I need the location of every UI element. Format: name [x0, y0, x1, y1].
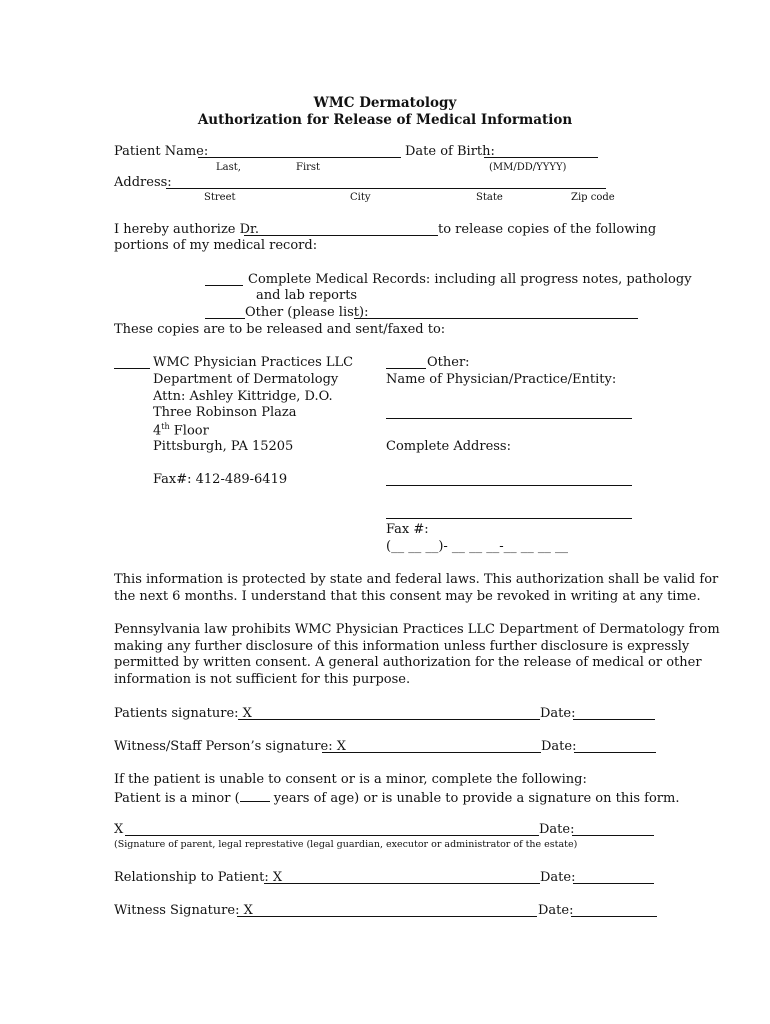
legal-p1-line2: the next 6 months. I understand that this consent may be revoked in writing at any time. [114, 589, 701, 604]
form-title: Authorization for Release of Medical Information [197, 112, 573, 128]
patient-signature-label: Patients signature: X [114, 706, 252, 721]
witness-date-label: Date: [538, 903, 574, 918]
staff-date-field[interactable] [574, 752, 656, 753]
wmc-fax: Fax#: 412-489-6419 [153, 472, 288, 487]
dob-hint: (MM/DD/YYYY) [489, 162, 567, 173]
patient-signature-field[interactable] [238, 719, 540, 720]
other-records-label: Other (please list): [245, 305, 369, 320]
witness-signature-label: Witness Signature: X [114, 903, 253, 918]
relationship-date-field[interactable] [573, 883, 654, 884]
minor-instructions: If the patient is unable to consent or is a minor, complete the following: [114, 772, 587, 787]
address-field[interactable] [166, 188, 606, 189]
address-label: Address: [114, 175, 172, 190]
wmc-dept: Department of Dermatology [153, 372, 339, 387]
other-dest-address-field-2[interactable] [386, 518, 632, 519]
wmc-dest-check[interactable] [114, 368, 150, 369]
witness-date-field[interactable] [571, 916, 657, 917]
staff-signature-label: Witness/Staff Person’s signature: X [114, 739, 346, 754]
minor-age-field[interactable] [240, 789, 270, 802]
other-dest-name-field[interactable] [386, 418, 632, 419]
wmc-attn: Attn: Ashley Kittridge, D.O. [153, 389, 333, 404]
other-records-field[interactable] [354, 318, 638, 319]
guardian-date-label: Date: [539, 822, 575, 837]
doctor-name-field[interactable] [244, 235, 438, 236]
street-hint: Street [204, 192, 236, 203]
authorize-line2: portions of my medical record: [114, 238, 318, 253]
dob-label: Date of Birth: [405, 144, 495, 159]
last-hint: Last, [216, 162, 241, 173]
wmc-street: Three Robinson Plaza [153, 405, 297, 420]
dob-field[interactable] [484, 157, 598, 158]
other-dest-label: Other: [427, 355, 470, 370]
authorize-suffix: to release copies of the following [438, 222, 657, 237]
other-dest-check[interactable] [386, 368, 426, 369]
city-hint: City [350, 192, 371, 203]
authorize-prefix: I hereby authorize Dr. [114, 222, 259, 237]
first-hint: First [296, 162, 321, 173]
other-records-check[interactable] [205, 318, 245, 319]
wmc-city: Pittsburgh, PA 15205 [153, 439, 294, 454]
other-dest-name-label: Name of Physician/Practice/Entity: [386, 372, 617, 387]
relationship-date-label: Date: [540, 870, 576, 885]
patient-date-label: Date: [540, 706, 576, 721]
staff-signature-field[interactable] [322, 752, 541, 753]
staff-date-label: Date: [541, 739, 577, 754]
guardian-hint: (Signature of parent, legal represtative (legal guardian, executor or administrator of the estate) [114, 839, 578, 850]
wmc-name: WMC Physician Practices LLC [153, 355, 354, 370]
zip-hint: Zip code [571, 192, 615, 203]
complete-records-check[interactable] [205, 285, 243, 286]
other-dest-address-label: Complete Address: [386, 439, 511, 454]
org-title: WMC Dermatology [313, 95, 457, 111]
other-dest-fax-label: Fax #: [386, 522, 429, 537]
complete-records-label: Complete Medical Records: including all progress notes, pathology [248, 272, 692, 287]
legal-p1-line1: This information is protected by state and federal laws. This authorization shall be valid for [114, 572, 719, 587]
complete-records-label-2: and lab reports [256, 288, 358, 303]
legal-p2-line1: Pennsylvania law prohibits WMC Physician Practices LLC Department of Dermatology from [114, 622, 720, 637]
sent-to-label: These copies are to be released and sent/faxed to: [114, 322, 446, 337]
legal-p2-line3: permitted by written consent. A general authorization for the release of medical or other [114, 655, 702, 670]
state-hint: State [476, 192, 503, 203]
witness-signature-field[interactable] [237, 916, 537, 917]
wmc-floor: 4th Floor [153, 422, 209, 439]
patient-date-field[interactable] [573, 719, 655, 720]
other-dest-address-field-1[interactable] [386, 485, 632, 486]
patient-name-label: Patient Name: [114, 144, 209, 159]
minor-statement: Patient is a minor ( years of age) or is unable to provide a signature on this form. [114, 791, 680, 806]
legal-p2-line2: making any further disclosure of this information unless further disclosure is expressly [114, 639, 690, 654]
guardian-x: X [114, 822, 124, 837]
guardian-signature-field[interactable] [125, 835, 539, 836]
relationship-label: Relationship to Patient: X [114, 870, 283, 885]
other-dest-fax-field[interactable]: (__ __ __)- __ __ __-__ __ __ __ [386, 539, 568, 554]
guardian-date-field[interactable] [572, 835, 654, 836]
legal-p2-line4: information is not sufficient for this purpose. [114, 672, 411, 687]
patient-name-field[interactable] [198, 157, 401, 158]
relationship-field[interactable] [264, 883, 540, 884]
